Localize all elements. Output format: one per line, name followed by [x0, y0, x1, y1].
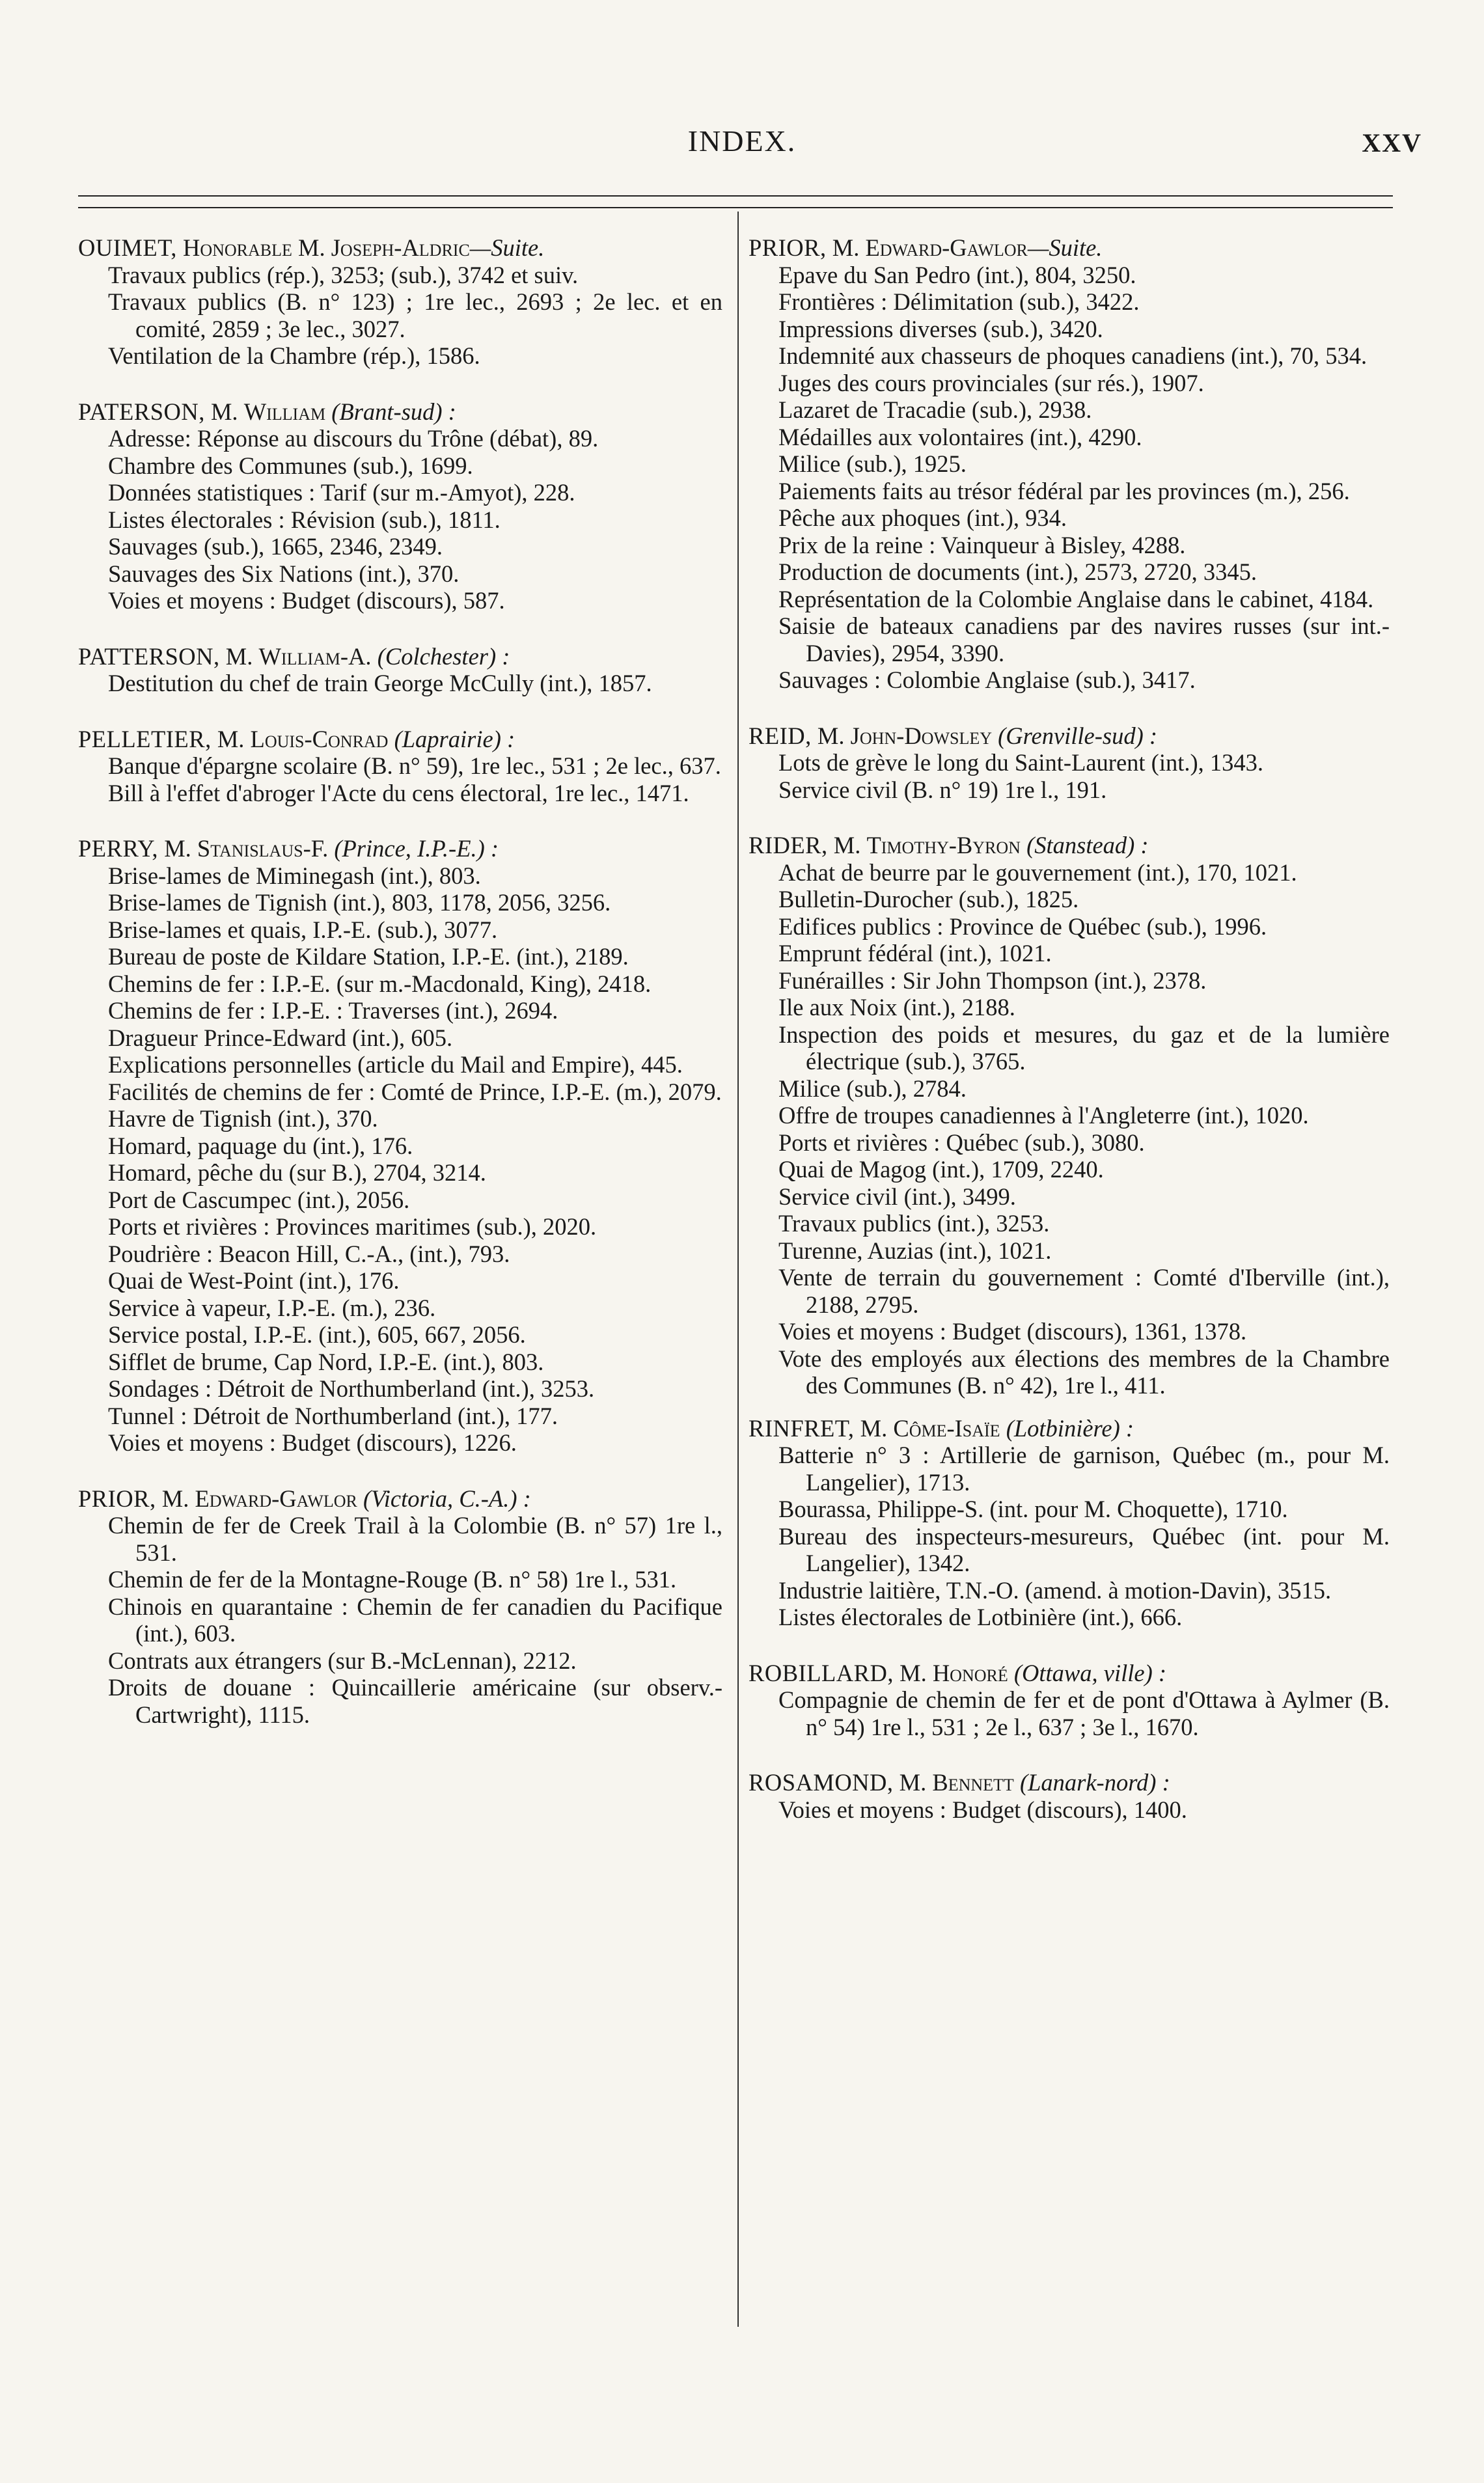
entry-heading — [78, 1485, 722, 1513]
member-riding: (Lanark-nord) : — [1019, 1769, 1170, 1796]
member-given-names: Bennett — [932, 1769, 1014, 1796]
entry-heading — [749, 1415, 1390, 1442]
header-rule-top — [78, 195, 1393, 197]
member-title: M. — [161, 1485, 189, 1512]
member-surname: PATTERSON, — [78, 642, 220, 670]
page-header — [0, 124, 1484, 163]
member-riding: (Ottawa, ville) : — [1013, 1659, 1167, 1686]
index-subentry: Médailles aux volontaires (int.), 4290. — [778, 423, 1142, 450]
continuation-mark: —Suite. — [469, 234, 545, 261]
member-title: Honorable M. — [182, 234, 325, 261]
index-subentry: Industrie laitière, T.N.-O. (amend. à motion-Davin), 3515. — [778, 1576, 1332, 1604]
index-subentry: Ports et rivières : Québec (sub.), 3080. — [778, 1129, 1145, 1156]
index-subentry: Batterie n° 3 : Artillerie de garnison, Québec (m., pour M. Langelier), 1713. — [778, 1442, 1390, 1496]
index-subentry: Juges des cours provinciales (sur rés.), 1907. — [778, 369, 1204, 396]
index-subentry: Bill à l'effet d'abroger l'Acte du cens électoral, 1re lec., 1471. — [108, 779, 689, 806]
page-title: INDEX. — [687, 124, 797, 158]
index-subentry: Droits de douane : Quincaillerie américaine (sur observ.-Cartwright), 1115. — [108, 1674, 722, 1728]
index-subentry: Production de documents (int.), 2573, 2720, 3345. — [778, 558, 1257, 585]
index-subentry: Brise-lames de Miminegash (int.), 803. — [108, 862, 481, 889]
index-entry — [749, 832, 1390, 1399]
index-subentry: Paiements faits au trésor fédéral par les provinces (m.), 256. — [778, 477, 1350, 504]
member-surname: PELLETIER, — [78, 725, 212, 752]
member-title: M. — [225, 642, 253, 670]
index-subentry: Service à vapeur, I.P.-E. (m.), 236. — [108, 1294, 436, 1321]
index-subentry: Lazaret de Tracadie (sub.), 2938. — [778, 396, 1092, 423]
index-subentry: Milice (sub.), 2784. — [778, 1075, 967, 1102]
index-subentry: Edifices publics : Province de Québec (sub.), 1996. — [778, 912, 1267, 940]
index-entry — [749, 1769, 1390, 1823]
right-column — [749, 234, 1390, 1852]
index-subentry: Chemins de fer : I.P.-E. (sur m.-Macdonald, King), 2418. — [108, 970, 652, 997]
column-divider — [737, 212, 739, 2327]
member-given-names: William — [243, 398, 326, 425]
index-subentry: Poudrière : Beacon Hill, C.-A., (int.), 793. — [108, 1240, 510, 1267]
member-given-names: Timothy-Byron — [866, 832, 1021, 858]
index-subentry: Contrats aux étrangers (sur B.-McLennan), 2212. — [108, 1647, 577, 1674]
member-surname: ROBILLARD, — [749, 1659, 894, 1686]
index-entry — [749, 1660, 1390, 1741]
index-entry — [78, 398, 722, 614]
member-title: M. — [210, 398, 238, 425]
index-subentry: Travaux publics (rép.), 3253; (sub.), 3742 et suiv. — [108, 261, 579, 288]
continuation-mark: —Suite. — [1027, 234, 1103, 261]
entry-heading — [749, 1769, 1390, 1796]
index-entry — [749, 722, 1390, 804]
index-subentry: Sauvages des Six Nations (int.), 370. — [108, 560, 460, 587]
member-surname: ROSAMOND, — [749, 1769, 894, 1796]
index-subentry: Bourassa, Philippe-S. (int. pour M. Choquette), 1710. — [778, 1496, 1288, 1522]
member-riding: (Brant-sud) : — [331, 398, 456, 425]
header-rule-bottom — [78, 207, 1393, 208]
index-entry — [749, 1415, 1390, 1631]
member-title: M. — [817, 722, 845, 749]
index-subentry: Brise-lames et quais, I.P.-E. (sub.), 3077. — [108, 916, 498, 943]
index-subentry: Explications personnelles (article du Mail and Empire), 445. — [108, 1051, 683, 1078]
member-surname: PRIOR, — [749, 234, 827, 261]
index-subentry: Service civil (int.), 3499. — [778, 1183, 1016, 1210]
index-subentry: Vente de terrain du gouvernement : Comté d'Iberville (int.), 2188, 2795. — [778, 1264, 1390, 1318]
index-subentry: Bureau des inspecteurs-mesureurs, Québec (int. pour M. Langelier), 1342. — [778, 1522, 1390, 1576]
index-subentry: Bureau de poste de Kildare Station, I.P.-E. (int.), 2189. — [108, 943, 629, 970]
member-given-names: Honoré — [932, 1659, 1008, 1686]
index-subentry: Frontières : Délimitation (sub.), 3422. — [778, 288, 1140, 315]
entry-heading — [78, 643, 722, 670]
index-subentry: Bulletin-Durocher (sub.), 1825. — [778, 886, 1079, 912]
member-riding: (Grenville-sud) : — [998, 722, 1158, 749]
index-subentry: Ile aux Noix (int.), 2188. — [778, 994, 1015, 1021]
index-subentry: Havre de Tignish (int.), 370. — [108, 1105, 378, 1132]
member-surname: PATERSON, — [78, 398, 205, 425]
index-subentry: Offre de troupes canadiennes à l'Angleterre (int.), 1020. — [778, 1102, 1309, 1129]
index-subentry: Saisie de bateaux canadiens par des navires russes (sur int.-Davies), 2954, 3390. — [778, 612, 1390, 666]
index-subentry: Facilités de chemins de fer : Comté de Prince, I.P.-E. (m.), 2079. — [108, 1078, 722, 1105]
index-subentry: Adresse: Réponse au discours du Trône (débat), 89. — [108, 425, 599, 452]
index-subentry: Travaux publics (int.), 3253. — [778, 1210, 1050, 1237]
index-subentry: Indemnité aux chasseurs de phoques canadiens (int.), 70, 534. — [778, 342, 1367, 369]
member-riding: (Prince, I.P.-E.) : — [334, 835, 499, 862]
member-surname: PERRY, — [78, 835, 159, 862]
index-subentry: Milice (sub.), 1925. — [778, 450, 967, 477]
member-surname: OUIMET, — [78, 234, 177, 261]
member-title: M. — [899, 1769, 927, 1796]
index-entry — [749, 234, 1390, 694]
member-title: M. — [900, 1659, 927, 1686]
member-title: M. — [217, 725, 245, 752]
entry-heading — [78, 234, 722, 262]
index-subentry: Voies et moyens : Budget (discours), 587. — [108, 587, 505, 614]
index-subentry: Quai de Magog (int.), 1709, 2240. — [778, 1156, 1104, 1183]
index-subentry: Lots de grève le long du Saint-Laurent (int.), 1343. — [778, 749, 1264, 776]
index-subentry: Ports et rivières : Provinces maritimes (sub.), 2020. — [108, 1213, 597, 1240]
index-subentry: Prix de la reine : Vainqueur à Bisley, 4288. — [778, 531, 1186, 558]
index-subentry: Homard, pêche du (sur B.), 2704, 3214. — [108, 1159, 486, 1186]
index-subentry: Travaux publics (B. n° 123) ; 1re lec., 2693 ; 2e lec. et en comité, 2859 ; 3e lec., 3027. — [108, 288, 722, 342]
index-subentry: Sifflet de brume, Cap Nord, I.P.-E. (int.), 803. — [108, 1348, 544, 1375]
entry-heading — [78, 726, 722, 753]
index-subentry: Service civil (B. n° 19) 1re l., 191. — [778, 776, 1107, 803]
member-surname: RINFRET, — [749, 1414, 855, 1442]
index-subentry: Brise-lames de Tignish (int.), 803, 1178, 2056, 3256. — [108, 889, 611, 916]
index-entry — [78, 234, 722, 370]
member-given-names: Joseph-Aldric — [331, 234, 470, 261]
entry-heading — [78, 835, 722, 862]
member-title: M. — [832, 234, 860, 261]
index-subentry: Impressions diverses (sub.), 3420. — [778, 315, 1103, 342]
index-entry — [78, 1485, 722, 1729]
index-subentry: Voies et moyens : Budget (discours), 1361, 1378. — [778, 1318, 1247, 1345]
member-given-names: Edward-Gawlor — [195, 1485, 357, 1512]
member-surname: RIDER, — [749, 832, 828, 858]
member-given-names: John-Dowsley — [850, 722, 992, 749]
member-riding: (Lotbinière) : — [1006, 1414, 1134, 1442]
left-column — [78, 234, 722, 1757]
member-given-names: Edward-Gawlor — [865, 234, 1028, 261]
index-subentry: Dragueur Prince-Edward (int.), 605. — [108, 1024, 453, 1051]
member-given-names: Côme-Isaïe — [893, 1414, 1000, 1442]
index-subentry: Epave du San Pedro (int.), 804, 3250. — [778, 261, 1136, 288]
member-given-names: Stanislaus-F. — [197, 835, 329, 862]
index-subentry: Homard, paquage du (int.), 176. — [108, 1132, 413, 1159]
index-subentry: Turenne, Auzias (int.), 1021. — [778, 1237, 1052, 1264]
index-subentry: Chambre des Communes (sub.), 1699. — [108, 452, 473, 479]
index-subentry: Tunnel : Détroit de Northumberland (int.), 177. — [108, 1402, 558, 1429]
member-title: M. — [164, 835, 191, 862]
entry-heading — [78, 398, 722, 426]
index-subentry: Achat de beurre par le gouvernement (int.), 170, 1021. — [778, 858, 1297, 886]
index-subentry: Port de Cascumpec (int.), 2056. — [108, 1186, 410, 1213]
index-subentry: Vote des employés aux élections des membres de la Chambre des Communes (B. n° 42), 1re l., 411. — [778, 1345, 1390, 1399]
index-subentry: Sauvages : Colombie Anglaise (sub.), 3417. — [778, 666, 1196, 693]
page-number: XXV — [1362, 128, 1422, 158]
index-subentry: Chemin de fer de la Montagne-Rouge (B. n° 58) 1re l., 531. — [108, 1566, 677, 1593]
index-subentry: Pêche aux phoques (int.), 934. — [778, 504, 1067, 531]
entry-heading — [749, 832, 1390, 859]
entry-heading — [749, 234, 1390, 262]
index-subentry: Inspection des poids et mesures, du gaz et de la lumière électrique (sub.), 3765. — [778, 1021, 1390, 1075]
index-subentry: Voies et moyens : Budget (discours), 1226. — [108, 1429, 517, 1456]
member-surname: REID, — [749, 722, 812, 749]
index-subentry: Banque d'épargne scolaire (B. n° 59), 1re lec., 531 ; 2e lec., 637. — [108, 752, 721, 779]
index-subentry: Quai de West-Point (int.), 176. — [108, 1267, 400, 1294]
index-subentry: Destitution du chef de train George McCully (int.), 1857. — [108, 670, 652, 696]
index-subentry: Chemin de fer de Creek Trail à la Colombie (B. n° 57) 1re l., 531. — [108, 1512, 722, 1566]
index-subentry: Listes électorales de Lotbinière (int.), 666. — [778, 1604, 1183, 1630]
member-riding: (Victoria, C.-A.) : — [363, 1485, 531, 1512]
entry-heading — [749, 722, 1390, 750]
member-riding: (Laprairie) : — [394, 725, 515, 752]
index-entry — [78, 835, 722, 1457]
index-subentry: Chemins de fer : I.P.-E. : Traverses (int.), 2694. — [108, 997, 558, 1024]
index-subentry: Sauvages (sub.), 1665, 2346, 2349. — [108, 533, 443, 560]
index-entry — [78, 726, 722, 807]
entry-heading — [749, 1660, 1390, 1687]
member-given-names: Louis-Conrad — [250, 725, 389, 752]
member-surname: PRIOR, — [78, 1485, 156, 1512]
index-subentry: Sondages : Détroit de Northumberland (int.), 3253. — [108, 1375, 595, 1402]
index-subentry: Données statistiques : Tarif (sur m.-Amyot), 228. — [108, 479, 575, 506]
member-title: M. — [860, 1414, 888, 1442]
index-subentry: Ventilation de la Chambre (rép.), 1586. — [108, 342, 480, 369]
member-riding: (Stanstead) : — [1026, 832, 1149, 858]
member-riding: (Colchester) : — [377, 642, 510, 670]
index-subentry: Emprunt fédéral (int.), 1021. — [778, 940, 1052, 967]
member-title: M. — [833, 832, 861, 858]
index-subentry: Chinois en quarantaine : Chemin de fer canadien du Pacifique (int.), 603. — [108, 1593, 722, 1647]
index-subentry: Service postal, I.P.-E. (int.), 605, 667, 2056. — [108, 1321, 526, 1348]
index-subentry: Listes électorales : Révision (sub.), 1811. — [108, 506, 501, 533]
index-subentry: Voies et moyens : Budget (discours), 1400. — [778, 1796, 1187, 1823]
index-subentry: Compagnie de chemin de fer et de pont d'Ottawa à Aylmer (B. n° 54) 1re l., 531 ; 2e l., 637 ; 3e l., 1670. — [778, 1686, 1390, 1740]
index-subentry: Funérailles : Sir John Thompson (int.), 2378. — [778, 967, 1207, 994]
member-given-names: William-A. — [258, 642, 372, 670]
index-subentry: Représentation de la Colombie Anglaise dans le cabinet, 4184. — [778, 585, 1374, 612]
index-entry — [78, 643, 722, 697]
